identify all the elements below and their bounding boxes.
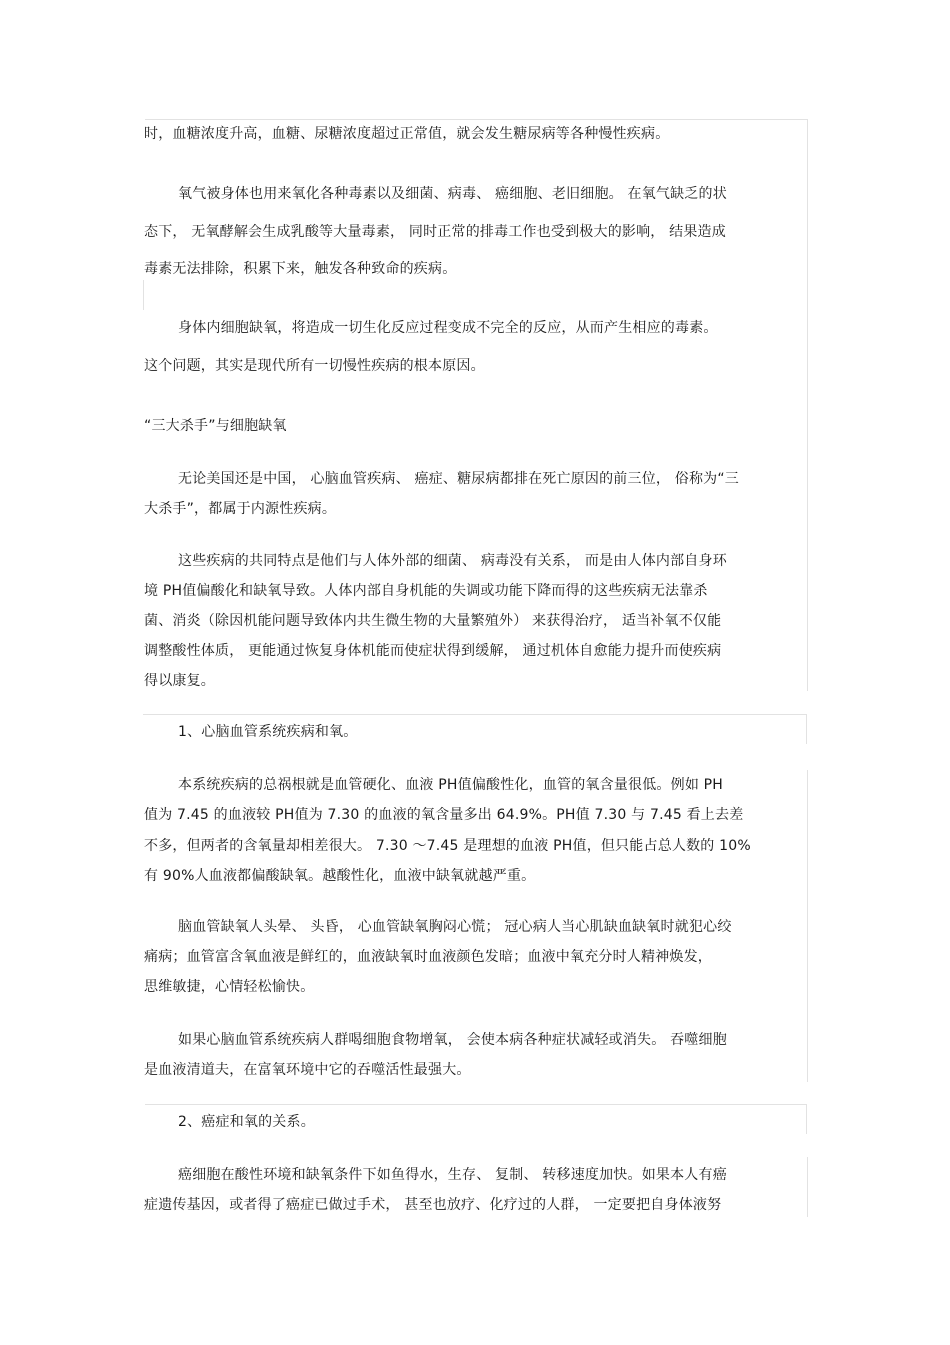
section-heading: 2、癌症和氧的关系。	[178, 1114, 315, 1130]
text-line: 这些疾病的共同特点是他们与人体外部的细菌、 病毒没有关系， 而是由人体内部自身环	[178, 553, 727, 569]
text-line: 是血液清道夫，在富氧环境中它的吞噬活性最强大。	[144, 1062, 471, 1078]
text-line: 如果心脑血管系统疾病人群喝细胞食物增氧， 会使本病各种症状减轻或消失。 吞噬细胞	[178, 1032, 727, 1048]
text-line: 癌细胞在酸性环境和缺氧条件下如鱼得水，生存、 复制、 转移速度加快。如果本人有癌	[178, 1167, 727, 1183]
text-line: 时，血糖浓度升高，血糖、尿糖浓度超过正常值，就会发生糖尿病等各种慢性疾病。	[144, 126, 670, 142]
text-line: 痛病；血管富含氧血液是鲜红的，血液缺氧时血液颜色发暗；血液中氧充分时人精神焕发，	[144, 949, 712, 965]
text-line: 脑血管缺氧人头晕、 头昏， 心血管缺氧胸闷心慌； 冠心病人当心肌缺血缺氧时就犯心绞	[178, 919, 732, 935]
text-line: 本系统疾病的总祸根就是血管硬化、血液 PH值偏酸性化，血管的氧含量很低。例如 PH	[178, 777, 724, 793]
section-heading: “三大杀手”与细胞缺氧	[144, 418, 287, 434]
frame-line	[806, 714, 807, 744]
text-line: 大杀手”，都属于内源性疾病。	[144, 501, 337, 517]
text-line: 不多，但两者的含氧量却相差很大。 7.30 ～7.45 是理想的血液 PH值，但只能占总人数的 10%	[144, 838, 751, 854]
text-line: 氧气被身体也用来氧化各种毒素以及细菌、病毒、 癌细胞、老旧细胞。 在氧气缺乏的状	[178, 186, 727, 202]
text-line: 思维敏捷，心情轻松愉快。	[144, 979, 315, 995]
frame-line	[807, 770, 808, 1082]
text-line: 态下， 无氧酵解会生成乳酸等大量毒素， 同时正常的排毒工作也受到极大的影响， 结果造成	[144, 224, 726, 240]
frame-line	[145, 1104, 807, 1105]
text-line: 境 PH值偏酸化和缺氧导致。人体内部自身机能的失调或功能下降而得的这些疾病无法靠杀	[144, 583, 708, 599]
text-line: 值为 7.45 的血液较 PH值为 7.30 的血液的氧含量多出 64.9%。PH值 7.30 与 7.45 看上去差	[144, 807, 744, 823]
section-heading: 1、心脑血管系统疾病和氧。	[178, 724, 358, 740]
text-line: 得以康复。	[144, 673, 215, 689]
text-line: 这个问题，其实是现代所有一切慢性疾病的根本原因。	[144, 358, 485, 374]
text-line: 症遗传基因，或者得了癌症已做过手术， 甚至也放疗、化疗过的人群， 一定要把自身体液努	[144, 1197, 722, 1213]
frame-line	[807, 119, 808, 691]
frame-line	[806, 1104, 807, 1134]
text-line: 调整酸性体质， 更能通过恢复身体机能而使症状得到缓解， 通过机体自愈能力提升而使疾病	[144, 643, 722, 659]
frame-line	[143, 714, 807, 715]
frame-line	[143, 280, 144, 310]
text-line: 有 90%人血液都偏酸缺氧。越酸性化，血液中缺氧就越严重。	[144, 868, 536, 884]
text-line: 无论美国还是中国， 心脑血管疾病、 癌症、糖尿病都排在死亡原因的前三位， 俗称为“三	[178, 471, 740, 487]
text-line: 身体内细胞缺氧，将造成一切生化反应过程变成不完全的反应，从而产生相应的毒素。	[178, 320, 718, 336]
text-line: 菌、消炎（除因机能问题导致体内共生微生物的大量繁殖外） 来获得治疗， 适当补氧不仅能	[144, 613, 722, 629]
text-line: 毒素无法排除，积累下来，触发各种致命的疾病。	[144, 261, 457, 277]
frame-line	[807, 1157, 808, 1217]
frame-line	[145, 119, 808, 120]
